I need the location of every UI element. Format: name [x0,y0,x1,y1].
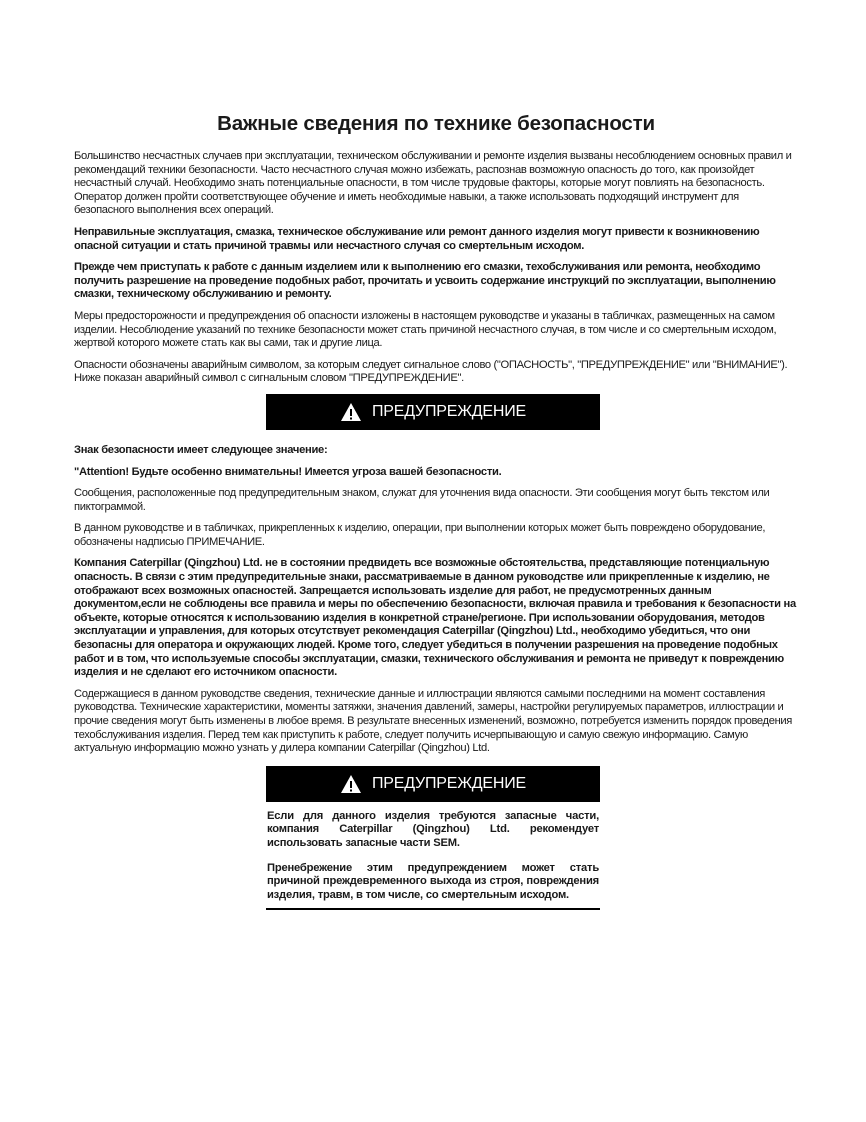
authorization-paragraph: Прежде чем приступать к работе с данным изделием или к выполнению его смазки, техобслуживания или ремонта, необходимо получить разрешение на проведение подобных работ, прочитать и усвоить содержание инструкций по эксплуатации, выполнению смазки, техническому обслуживанию и ремонту. [74,261,776,301]
warning-banner-label: ПРЕДУПРЕЖДЕНИЕ [371,402,527,420]
precautions-paragraph: Меры предосторожности и предупреждения об опасности изложены в настоящем руководстве и указаны в табличках, размещенных на самом изделии. Несоблюдение указаний по технике безопасности может стать причиной несчастного случая, в том числе и со смертельным исходом, жертвой которого можете стать как вы сами, так и другие лица. [74,309,777,350]
information-currency-paragraph: Содержащиеся в данном руководстве сведения, технические данные и иллюстрации являются самыми последними на момент составления руководства. Технические характеристики, моменты затяжки, значения давлений, замеры, настройки регулируемых параметров, иллюстрации и прочие сведения могут быть изменены в любое время. В результате внесенных изменений, возможно, потребуется изменить порядок проведения техобслуживания изделия. Перед тем как приступить к работе, следует получить исчерпывающую и самую свежую информацию. Самую актуальную информацию можно узнать у дилера компании Caterpillar (Qingzhou) Ltd. [74,687,793,755]
warning-triangle-icon [340,402,362,422]
neglect-consequences-text: Пренебрежение этим предупреждением может стать причиной преждевременного выхода из строя, повреждения изделия, травм, в том числе, со смертельным исходом. [267,862,599,901]
attention-paragraph: "Attention! Будьте особенно внимательны! Имеется угроза вашей безопасности. [74,465,502,478]
page-title: Важные сведения по технике безопасности [217,112,655,135]
hazard-symbol-paragraph: Опасности обозначены аварийным символом, за которым следует сигнальное слово ("ОПАСНОСТЬ", "ПРЕДУПРЕЖДЕНИЕ" или "ВНИМАНИЕ"). Ниже показан аварийный символ с сигнальным словом "ПРЕДУПРЕЖДЕНИЕ". [74,358,788,385]
sign-meaning-heading: Знак безопасности имеет следующее значение: [74,443,328,456]
warning-2-body [266,802,600,910]
improper-use-warning-paragraph: Неправильные эксплуатация, смазка, техническое обслуживание или ремонт данного изделия могут привести к возникновению опасной ситуации и стать причиной травмы или несчастного случая со смертельным исходом. [74,225,760,252]
messages-paragraph: Сообщения, расположенные под предупредительным знаком, служат для уточнения вида опасности. Эти сообщения могут быть текстом или пиктограммой. [74,487,770,513]
warning-banner [266,394,600,430]
warning-banner-2 [266,766,600,802]
document-content [74,150,798,910]
intro-paragraph: Большинство несчастных случаев при эксплуатации, техническом обслуживании и ремонте изделия вызваны несоблюдением основных правил и рекомендаций техники безопасности. Часто несчастного случая можно избежать, распознав возможную опасность до того, как произойдет несчастный случай. Необходимо знать потенциальные опасности, в том числе трудовые факторы, которые могут повлиять на безопасность. Оператор должен пройти соответствующее обучение и иметь необходимые навыки, а также использовать подходящий инструмент для безопасного выполнения всех операций. [74,150,792,217]
note-paragraph: В данном руководстве и в табличках, прикрепленных к изделию, операции, при выполнении которых может быть повреждено оборудование, обозначены надписью ПРИМЕЧАНИЕ. [74,522,766,548]
spare-parts-warning-box [266,766,600,910]
spare-parts-text: Если для данного изделия требуются запасные части, компания Caterpillar (Qingzhou) Ltd. рекомендует использовать запасные части SEM. [267,809,599,849]
warning-triangle-icon [340,774,362,794]
warning-banner-2-label: ПРЕДУПРЕЖДЕНИЕ [371,774,527,792]
caterpillar-disclaimer-paragraph: Компания Caterpillar (Qingzhou) Ltd. не в состоянии предвидеть все возможные обстоятельства, представляющие потенциальную опасность. В связи с этим предупредительные знаки, рассматриваемые в данном руководстве или прикрепленные к изделию, не отображают всех возможных опасностей. Запрещается использовать изделие для работ, не предусмотренных данным документом,если не соблюдены все правила и меры по обеспечению безопасности, включая правила и требования к безопасности на объекте, которые относятся к использованию изделия в конкретной стране/регионе. При использовании оборудования, методов эксплуатации и управления, для которых отсутствует рекомендация Caterpillar (Qingzhou) Ltd., необходимо убедиться, что они безопасны для оператора и окружающих людей. Кроме того, следует убедиться в получении разрешения на проведение подобных работ и в том, что используемые способы эксплуатации, смазки, технического обслуживания и ремонта не приведут к повреждению изделия и не сделают его источником опасности. [74,557,796,679]
